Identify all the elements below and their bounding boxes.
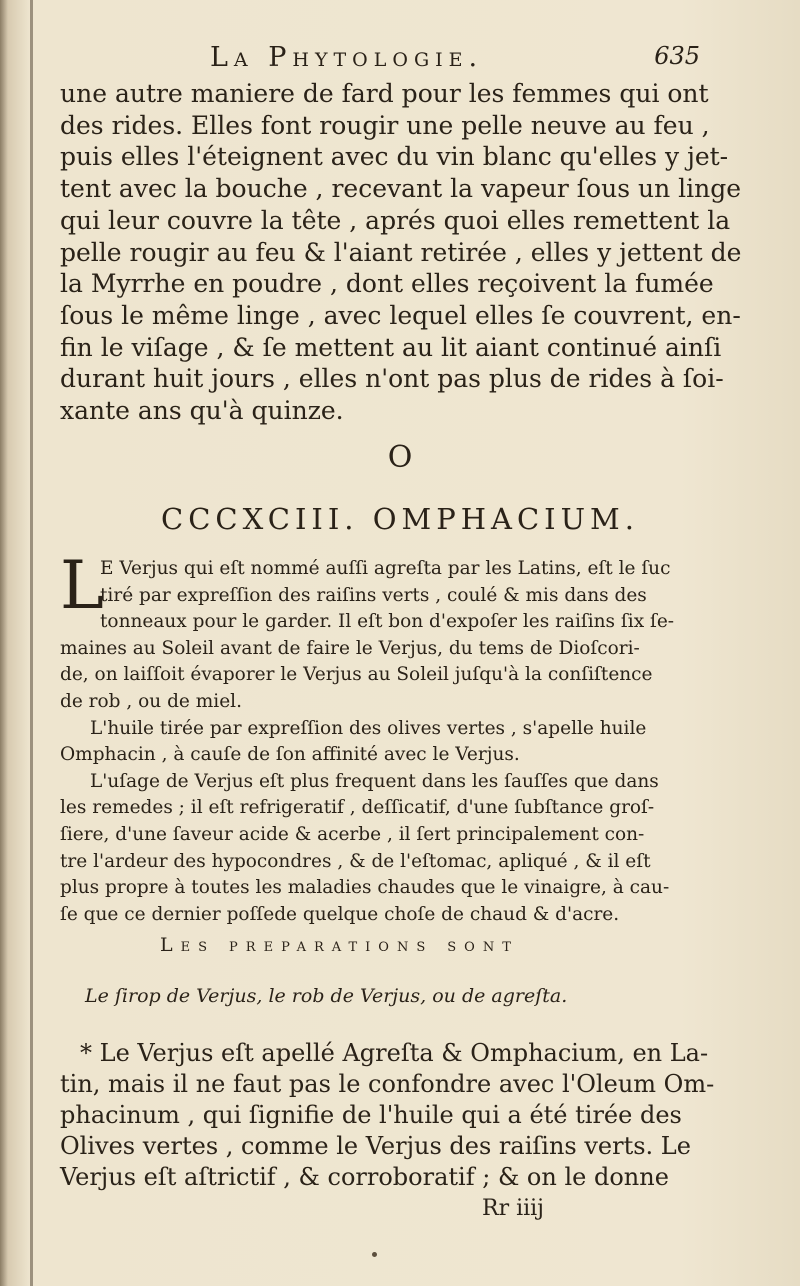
text-line: une autre maniere de fard pour les femmes qui ont (60, 79, 709, 108)
note-line: Verjus eſt aſtrictif , & corroboratif ; & on le donne (60, 1163, 669, 1191)
note-line: phacinum , qui ſignifie de l'huile qui a été tirée des (60, 1101, 682, 1129)
article-line: maines au Soleil avant de faire le Verjus, du tems de Dioſcori- (60, 637, 640, 659)
page-number: 635 (654, 42, 700, 70)
ink-dot (372, 1252, 377, 1257)
article-line: plus propre à toutes les maladies chaudes que le vinaigre, à cau- (60, 877, 670, 899)
note-line: Olives vertes , comme le Verjus des raiſins verts. Le (60, 1132, 691, 1160)
article-line: tre l'ardeur des hypocondres , & de l'eſtomac, apliqué , & il eſt (60, 850, 651, 872)
article-line: de rob , ou de miel. (60, 690, 242, 712)
page-spine-edge (30, 0, 33, 1286)
chapter-title: CCCXCIII. OMPHACIUM. (161, 502, 639, 536)
signature-mark: Rr iiij (482, 1196, 545, 1221)
text-line: ſous le même linge , avec lequel elles ſe couvrent, en- (60, 300, 741, 330)
text-line: xante ans qu'à quinze. (60, 396, 344, 426)
article-line: L'huile tirée par expreſſion des olives vertes , s'apelle huile (90, 717, 647, 739)
text-line: tent avec la bouche , recevant la vapeur ſous un linge (60, 174, 742, 204)
text-line: puis elles l'éteignent avec du vin blanc qu'elles y jet- (60, 142, 729, 172)
drop-cap: L (60, 547, 104, 624)
running-head (60, 42, 700, 74)
running-title: La Phytologie. (210, 42, 484, 73)
article-line: tiré par expreſſion des raiſins verts , coulé & mis dans des (100, 584, 647, 606)
section-letter: O (387, 440, 413, 475)
intro-paragraph (60, 78, 742, 427)
text-line: des rides. Elles font rougir une pelle neuve au feu , (60, 110, 710, 140)
article-line: tonneaux pour le garder. Il eſt bon d'expoſer les raiſins ſix ſe- (100, 611, 675, 633)
article-body (60, 547, 700, 928)
article-line: Omphacin , à cauſe de ſon affinité avec le Verjus. (60, 744, 520, 766)
text-line: pelle rougir au feu & l'aiant retirée , elles y jettent de (60, 237, 742, 267)
footnote (60, 1038, 715, 1193)
preparations-line: Le ſirop de Verjus, le rob de Verjus, ou de agreſta. (85, 985, 568, 1007)
text-line: qui leur couvre la tête , aprés quoi elles remettent la (60, 205, 731, 235)
text-line: fin le viſage , & ſe mettent au lit aiant continué ainſi (60, 332, 722, 362)
article-line: E Verjus qui eſt nommé auſſi agreſta par les Latins, eſt le ſuc (100, 558, 671, 579)
preparations-heading: Les preparations sont (160, 934, 519, 956)
article-line: L'uſage de Verjus eſt plus frequent dans les ſauſſes que dans (90, 770, 659, 792)
text-line: durant huit jours , elles n'ont pas plus de rides à ſoi- (60, 364, 724, 394)
note-line: * Le Verjus eſt apellé Agreſta & Omphacium, en La- (80, 1039, 709, 1067)
article-line: les remedes ; il eſt refrigeratif , deſſicatif, d'une ſubſtance groſ- (60, 797, 655, 819)
article-line: ſe que ce dernier poſſede quelque choſe de chaud & d'acre. (60, 903, 620, 925)
article-line: ſiere, d'une ſaveur acide & acerbe , il ſert principalement con- (60, 823, 645, 845)
text-line: la Myrrhe en poudre , dont elles reçoivent la fumée (60, 269, 714, 299)
article-line: de, on laiſſoit évaporer le Verjus au Soleil juſqu'à la conſiſtence (60, 664, 653, 686)
note-line: tin, mais il ne faut pas le confondre avec l'Oleum Om- (60, 1070, 715, 1098)
